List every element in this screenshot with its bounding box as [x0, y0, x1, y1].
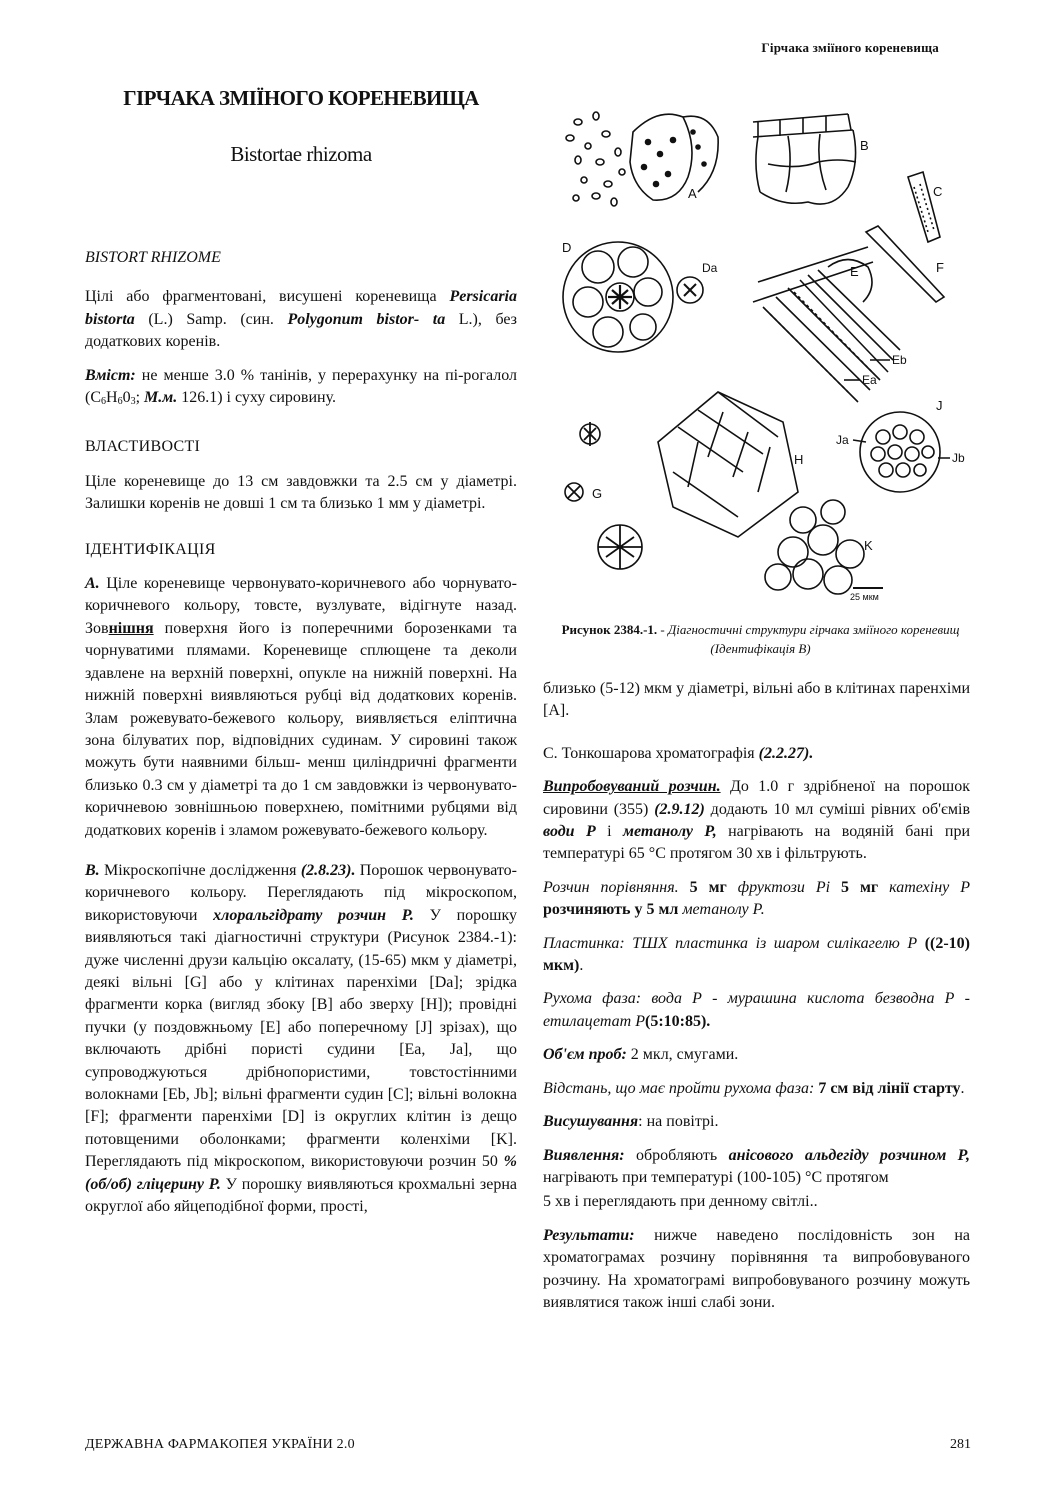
figure-panel-b	[753, 114, 869, 204]
properties-heading: ВЛАСТИВОСТІ	[85, 438, 201, 456]
figure-label-ea: Ea	[862, 373, 877, 387]
figure-panel-d	[562, 240, 718, 352]
figure-panel-h	[658, 392, 803, 537]
identification-a: A. Ціле кореневище червонувато-коричневого або чорнувато-коричневого кольору, товсте, вузлувате, відігнуте назад. Зовнішня поверхня його із поперечними борозенками та чорнуватими плямами. Кореневище сплющене та деколи здавлене на верхній поверхні, опукле на нижній поверхні. На нижній поверхні виявляються рубці від додаткових коренів. Злам рожевувато-бежевого кольору, виявляється еліптична зона білуватих пор, відповідних судинам. У сировині також можуть бути наявними більш- менш циліндричні фрагменти близько 0.3 см у діаметрі та до 1 см завдовжки із червонувато-коричневою зовнішньою поверхнею, помітними рубцями від додаткових коренів і зламом рожевувато-бежевого кольору.	[85, 575, 517, 839]
test-solution: Випробовуваний розчин. До 1.0 г здрібненої на порошок сировини (355) (2.9.12) додають 10 мл суміші рівних об'ємів води Р і метанолу Р, нагрівають на водяній бані при температурі 65 °С протягом 30 хв і фільтрують.	[543, 778, 971, 863]
figure-panel-g	[565, 422, 642, 569]
figure-panel-c	[908, 172, 942, 242]
figure-label-jb: Jb	[952, 451, 965, 465]
figure-label-e: E	[850, 264, 859, 279]
right-column	[543, 678, 970, 1325]
tlc-heading: C. Тонкошарова хроматографія (2.2.27).	[543, 744, 814, 762]
identification-heading: ІДЕНТИФІКАЦІЯ	[85, 540, 216, 558]
figure-panel-k	[765, 500, 883, 602]
figure-label-d: D	[562, 240, 572, 255]
diagnostic-figure	[548, 92, 973, 608]
figure-label-da: Da	[702, 261, 718, 275]
mobile-phase: Рухома фаза: вода Р - мурашина кислота безводна Р - етилацетат Р(5:10:85).	[543, 990, 970, 1030]
left-column	[85, 247, 517, 1229]
figure-label-a: A	[688, 186, 697, 201]
reference-solution: Розчин порівняння. 5 мг фруктози Рі 5 мг катехіну Р розчиняють у 5 мл метанолу Р.	[543, 878, 970, 919]
definition-paragraph: Цілі або фрагментовані, висушені кореневища Persicaria bistorta (L.) Samp. (син. Polygonum bistor- ta L.), без додаткових коренів.	[85, 288, 517, 351]
detection-continued: 5 хв і переглядають при денному світлі..	[543, 1193, 818, 1211]
detection: Виявлення: обробляють анісового альдегіду розчином Р, нагрівають при температурі (100-105) °С протягом	[543, 1146, 970, 1186]
figure-panel-j	[836, 398, 965, 492]
properties-text: Ціле кореневище до 13 см завдовжки та 2.5 см у діаметрі. Залишки коренів не довші 1 см та близько 1 мм у діаметрі.	[85, 472, 517, 513]
latin-title: Bistortae rhizoma	[230, 142, 372, 166]
identification-b: B. Мікроскопічне дослідження (2.8.23). Порошок червонувато-коричневого кольору. Переглядають під мікроскопом, використовуючи хлоральгідрату розчин Р. У порошку виявляються такі діагностичні структури (Рисунок 2384.-1): дуже численні друзи кальцію оксалату, (15-65) мкм у діаметрі, деякі вільні [G] або у клітинах паренхіми [Da]; зрідка фрагменти корка (вигляд збоку [B] або зверху [H]); провідні пучки (у поздовжньому [E] або поперечному [J] зрізах), що включають дрібні пористі судини [Ea, Ja], що супроводжуються дрібнопористими, товстостінними волокнами [Eb, Jb]; вільні фрагменти судин [C]; вільні волокна [F]; фрагменти паренхіми [D] із округлих клітин із дещо потовщеними оболонками; фрагменти коленхіми [K]. Переглядають під мікроскопом, використовуючи розчин 50 % (об/об) гліцерину Р. У порошку виявляються крохмальні зерна округлої або яйцеподібної форми, прості,	[85, 861, 518, 1216]
plate: Пластинка: ТШХ пластинка із шаром силікагелю Р ((2-10) мкм).	[543, 934, 970, 975]
running-header: Гірчака зміїного кореневища	[761, 40, 939, 55]
figure-panel-f	[866, 226, 944, 302]
results: Результати: нижче наведено послідовність зон на хроматограмах розчину порівняння та випробовуваного розчину. На хроматограмі випробовуваного розчину можуть виявлятися також інші слабі зони.	[543, 1226, 970, 1311]
development-distance: Відстань, що має пройти рухома фаза: 7 см від лінії старту.	[543, 1079, 965, 1097]
english-name: BISTORT RHIZOME	[85, 249, 221, 266]
identification-b-continued: близько (5-12) мкм у діаметрі, вільні або в клітинах паренхіми [A].	[543, 680, 970, 720]
figure-panel-a	[566, 112, 718, 206]
footer-publication: ДЕРЖАВНА ФАРМАКОПЕЯ УКРАЇНИ 2.0	[85, 1437, 355, 1452]
figure-label-c: C	[933, 184, 943, 199]
figure-label-b: B	[860, 138, 869, 153]
figure-label-j: J	[936, 398, 943, 413]
page-number: 281	[950, 1437, 971, 1452]
figure-panel-e	[753, 247, 907, 402]
figure-label-eb: Eb	[892, 353, 907, 367]
figure-label-g: G	[592, 486, 603, 501]
content-paragraph: Вміст: не менше 3.0 % танінів, у перерахунку на пі-рогалол ($C_6H_60_3$; М.м. 126.1) і суху сировину.	[85, 366, 517, 408]
figure-label-f: F	[936, 260, 944, 275]
monograph-title: ГІРЧАКА ЗМІЇНОГО КОРЕНЕВИЩА	[123, 86, 479, 110]
figure-caption: Рисунок 2384.-1. - Діагностичні структури гірчака зміїного кореневищ (Ідентифікація B)	[561, 622, 960, 656]
sample-volume: Об'єм проб: 2 мкл, смугами.	[543, 1046, 739, 1064]
figure-label-h: H	[794, 452, 804, 467]
figure-label-ja: Ja	[836, 433, 849, 447]
figure-label-k: K	[864, 538, 873, 553]
figure-scale-bar: 25 мкм	[850, 592, 879, 602]
drying: Висушування: на повітрі.	[543, 1113, 719, 1131]
